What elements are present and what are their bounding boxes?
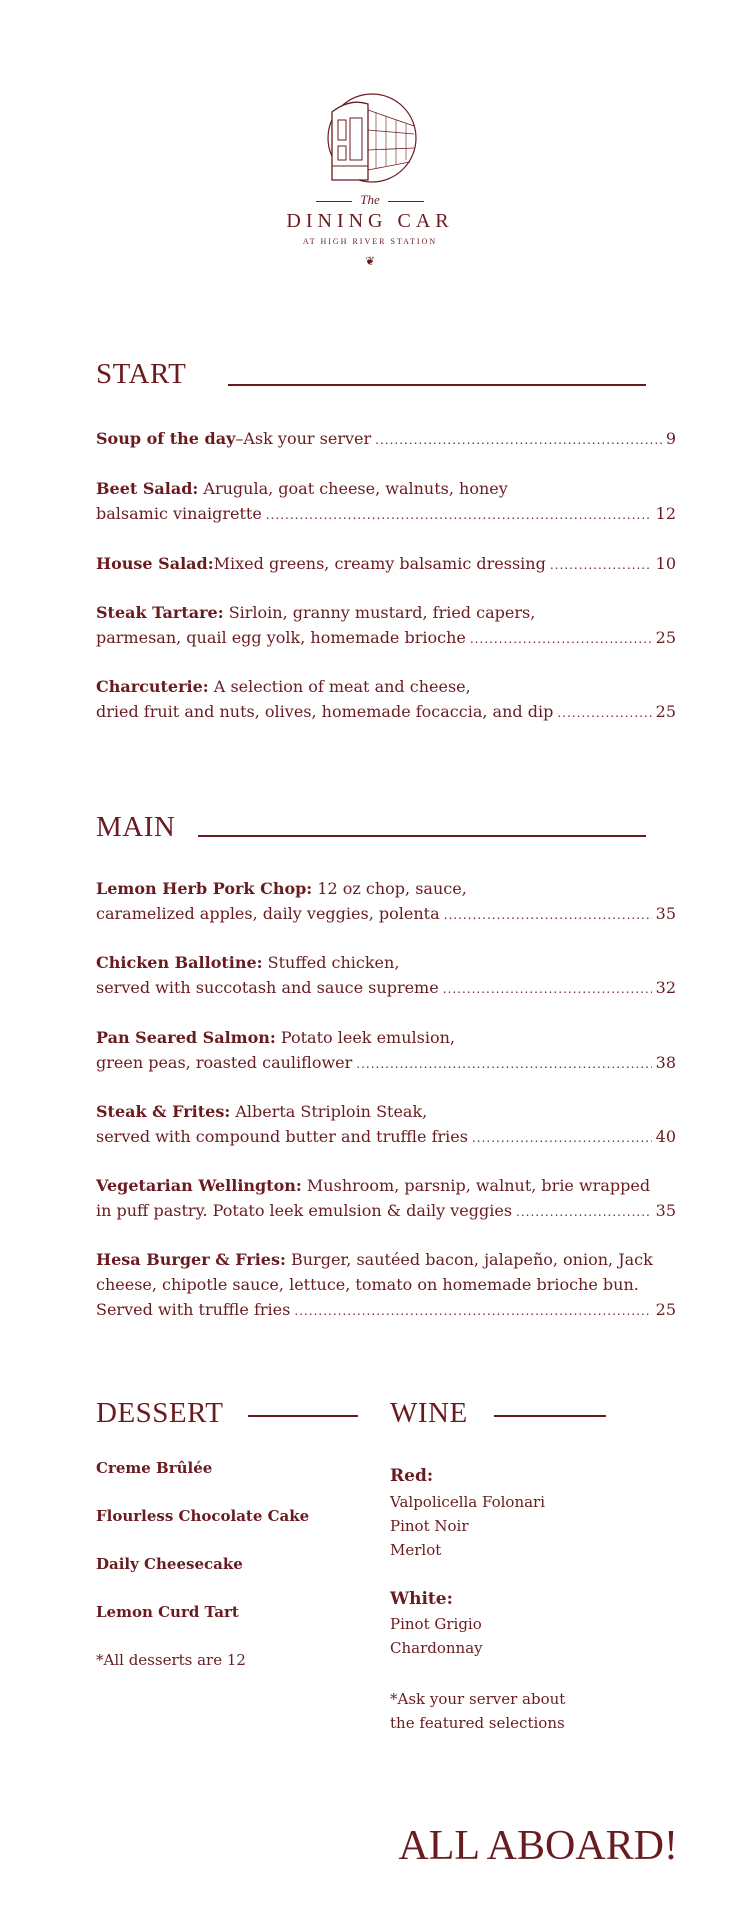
menu-item: Lemon Herb Pork Chop: 12 oz chop, sauce, caramelized apples, daily veggies, polenta ..... 35: [96, 876, 676, 928]
menu-item: Soup of the day – Ask your server ..... 9: [96, 426, 676, 453]
dessert-title: DESSERT: [96, 1397, 224, 1429]
wine-item: Pinot Noir: [390, 1517, 469, 1535]
dessert-rule: [248, 1415, 358, 1417]
menu-item: Charcuterie: A selection of meat and cheese, dried fruit and nuts, olives, homemade focaccia, and dip ..... 25: [96, 674, 676, 726]
wine-red-list: [390, 1490, 545, 1562]
dessert-item: Daily Cheesecake: [96, 1555, 243, 1573]
ornament-icon: ❦: [364, 254, 376, 268]
menu-item: Chicken Ballotine: Stuffed chicken, served with succotash and sauce supreme ..... 32: [96, 950, 676, 1002]
dessert-item: Creme Brûlée: [96, 1459, 213, 1477]
menu-item: Beet Salad: Arugula, goat cheese, walnuts, honey balsamic vinaigrette ..... 12: [96, 476, 676, 528]
menu-item: Pan Seared Salmon: Potato leek emulsion, green peas, roasted cauliflower ..... 38: [96, 1025, 676, 1077]
main-rule: [198, 835, 646, 837]
menu-item: Vegetarian Wellington: Mushroom, parsnip, walnut, brie wrapped in puff pastry. Potato leek emulsion & daily veggies ..... 35: [96, 1173, 676, 1225]
wine-rule: [494, 1415, 606, 1417]
wine-title: WINE: [390, 1397, 468, 1429]
dessert-note: *All desserts are 12: [96, 1651, 246, 1669]
wine-item: Chardonnay: [390, 1639, 483, 1657]
wine-item: Valpolicella Folonari: [390, 1493, 546, 1511]
dessert-item: Lemon Curd Tart: [96, 1603, 239, 1621]
wine-white-label: White:: [390, 1589, 453, 1609]
logo-the: The: [360, 192, 380, 207]
wine-item: Merlot: [390, 1541, 442, 1559]
start-rule: [228, 384, 646, 386]
logo: [270, 90, 470, 290]
logo-name: DINING CAR: [286, 210, 454, 232]
menu-item: Steak & Frites: Alberta Striploin Steak, served with compound butter and truffle fries ..... 40: [96, 1099, 676, 1151]
wine-note: *Ask your server about the featured selections: [390, 1690, 566, 1732]
wine-item: Pinot Grigio: [390, 1615, 482, 1633]
dessert-item: Flourless Chocolate Cake: [96, 1507, 310, 1525]
menu-item: House Salad: Mixed greens, creamy balsamic dressing ..... 10: [96, 551, 676, 578]
all-aboard-tagline: ALL ABOARD!: [398, 1823, 678, 1869]
start-title: START: [96, 358, 187, 390]
wine-white-list: [390, 1612, 483, 1660]
menu-item: Steak Tartare: Sirloin, granny mustard, fried capers, parmesan, quail egg yolk, homemade brioche ..... 25: [96, 600, 676, 652]
menu-item: Hesa Burger & Fries: Burger, sautéed bacon, jalapeño, onion, Jack cheese, chipotle sauce, lettuce, tomato on homemade brioche bun. Served with truffle fries ..... 25: [96, 1247, 676, 1324]
wine-red-label: Red:: [390, 1466, 434, 1486]
train-car-icon: [310, 90, 430, 190]
logo-subtitle: AT HIGH RIVER STATION: [302, 237, 438, 246]
main-title: MAIN: [96, 811, 176, 843]
